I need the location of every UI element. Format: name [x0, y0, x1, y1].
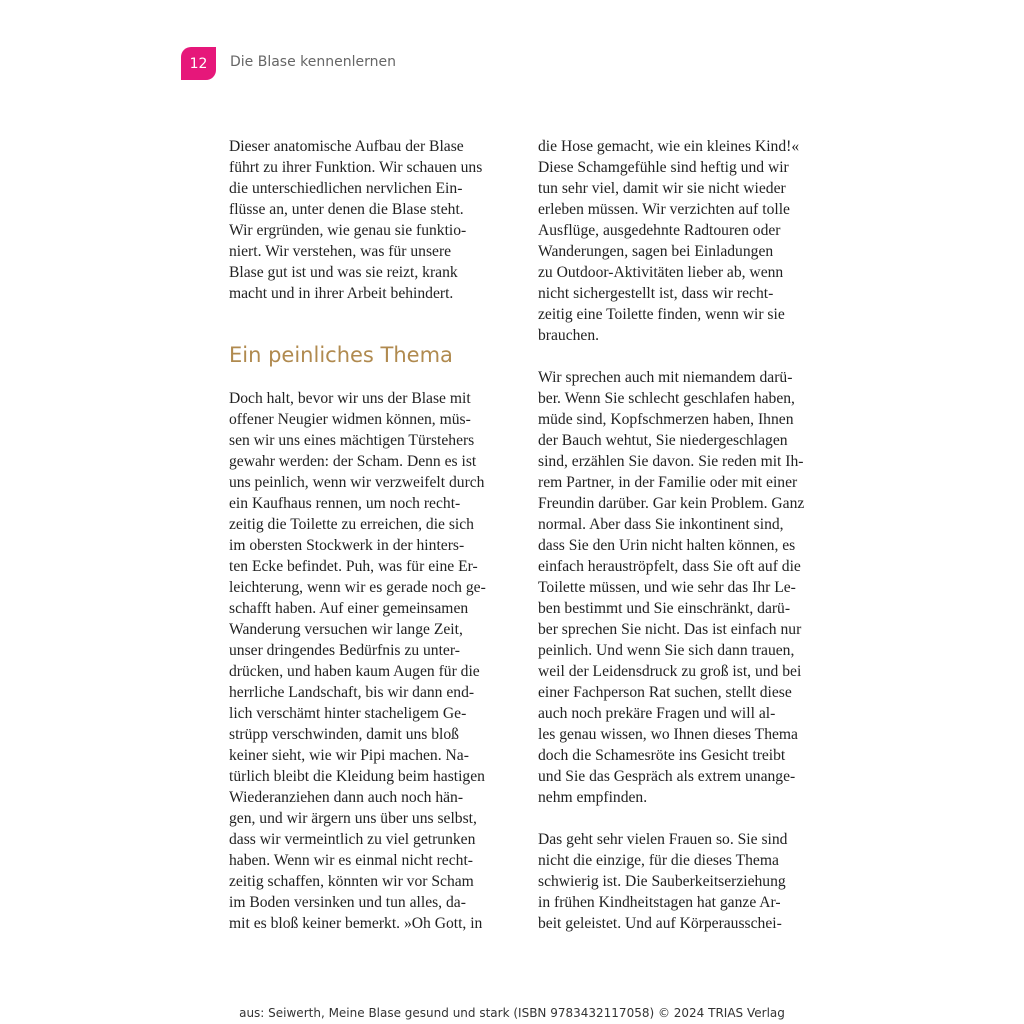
text-line: Blase gut ist und was sie reizt, krank — [229, 264, 458, 281]
intro-paragraph — [229, 136, 511, 304]
left-column — [229, 136, 511, 934]
text-line: schwierig ist. Die Sauberkeitserziehung — [538, 873, 786, 890]
text-line: flüsse an, unter denen die Blase steht. — [229, 201, 464, 218]
text-line: die unterschiedlichen nervlichen Ein- — [229, 180, 463, 197]
text-line: sen wir uns eines mächtigen Türstehers — [229, 432, 475, 449]
text-line: weil der Leidensdruck zu groß ist, und bei — [538, 663, 802, 680]
text-line: auch noch prekäre Fragen und will al- — [538, 705, 776, 722]
text-line: uns peinlich, wenn wir verzweifelt durch — [229, 474, 485, 491]
text-line: ber. Wenn Sie schlecht geschlafen haben, — [538, 390, 795, 407]
paragraph-1 — [538, 136, 820, 346]
text-line: nicht sichergestellt ist, dass wir recht- — [538, 285, 774, 302]
text-line: gewahr werden: der Scham. Denn es ist — [229, 453, 477, 470]
text-line: mit es bloß keiner bemerkt. »Oh Gott, in — [229, 915, 483, 932]
text-line: erleben müssen. Wir verzichten auf tolle — [538, 201, 790, 218]
text-line: Toilette müssen, und wie sehr das Ihr Le- — [538, 579, 796, 596]
page-number: 12 — [189, 55, 208, 72]
text-line: einfach herauströpfelt, dass Sie oft auf die — [538, 558, 801, 575]
right-column — [538, 136, 820, 934]
text-line: Doch halt, bevor wir uns der Blase mit — [229, 390, 471, 407]
text-line: im obersten Stockwerk in der hinters- — [229, 537, 465, 554]
text-line: nehm empfinden. — [538, 789, 648, 806]
text-line: zeitig eine Toilette finden, wenn wir sie — [538, 306, 785, 323]
page-number-badge — [181, 47, 216, 80]
text-line: führt zu ihrer Funktion. Wir schauen uns — [229, 159, 483, 176]
text-line: einer Fachperson Rat suchen, stellt diese — [538, 684, 792, 701]
text-line: gen, und wir ärgern uns über uns selbst, — [229, 810, 477, 827]
text-line: keiner sieht, wie wir Pipi machen. Na- — [229, 747, 469, 764]
text-line: leichterung, wenn wir es gerade noch ge- — [229, 579, 486, 596]
text-line: beit geleistet. Und auf Körperausschei- — [538, 915, 782, 932]
text-line: Wiederanziehen dann auch noch hän- — [229, 789, 464, 806]
text-line: in frühen Kindheitstagen hat ganze Ar- — [538, 894, 781, 911]
text-line: im Boden versinken und tun alles, da- — [229, 894, 466, 911]
text-line: doch die Schamesröte ins Gesicht treibt — [538, 747, 786, 764]
text-line: Wanderung versuchen wir lange Zeit, — [229, 621, 463, 638]
text-line: haben. Wenn wir es einmal nicht recht- — [229, 852, 473, 869]
text-line: nicht die einzige, für die dieses Thema — [538, 852, 779, 869]
text-line: drücken, und haben kaum Augen für die — [229, 663, 480, 680]
text-line: brauchen. — [538, 327, 600, 344]
paragraph-2 — [538, 367, 820, 808]
text-line: schafft haben. Auf einer gemeinsamen — [229, 600, 469, 617]
text-line: müde sind, Kopfschmerzen haben, Ihnen — [538, 411, 794, 428]
text-line: türlich bleibt die Kleidung beim hastigen — [229, 768, 485, 785]
text-line: strüpp verschwinden, damit uns bloß — [229, 726, 459, 743]
text-line: peinlich. Und wenn Sie sich dann trauen, — [538, 642, 795, 659]
text-line: dass Sie den Urin nicht halten können, es — [538, 537, 796, 554]
text-line: les genau wissen, wo Ihnen dieses Thema — [538, 726, 798, 743]
text-line: niert. Wir verstehen, was für unsere — [229, 243, 452, 260]
text-line: dass wir vermeintlich zu viel getrunken — [229, 831, 476, 848]
text-line: normal. Aber dass Sie inkontinent sind, — [538, 516, 784, 533]
text-line: und Sie das Gespräch als extrem unange- — [538, 768, 796, 785]
text-line: ben bestimmt und Sie einschränkt, darü- — [538, 600, 791, 617]
text-line: Wir sprechen auch mit niemandem darü- — [538, 369, 793, 386]
text-line: lich verschämt hinter stacheligem Ge- — [229, 705, 467, 722]
text-line: zeitig schaffen, könnten wir vor Scham — [229, 873, 474, 890]
text-line: offener Neugier widmen können, müs- — [229, 411, 471, 428]
text-line: Ausflüge, ausgedehnte Radtouren oder — [538, 222, 781, 239]
text-line: herrliche Landschaft, bis wir dann end- — [229, 684, 475, 701]
text-line: der Bauch wehtut, Sie niedergeschlagen — [538, 432, 788, 449]
text-line: Diese Schamgefühle sind heftig und wir — [538, 159, 789, 176]
text-line: sind, erzählen Sie davon. Sie reden mit Ih- — [538, 453, 804, 470]
body-paragraph — [229, 388, 511, 934]
text-line: ten Ecke befindet. Puh, was für eine Er- — [229, 558, 478, 575]
text-line: Wir ergründen, wie genau sie funktio- — [229, 222, 467, 239]
text-line: rem Partner, in der Familie oder mit einer — [538, 474, 798, 491]
section-heading: Ein peinliches Thema — [229, 343, 453, 367]
running-head: Die Blase kennenlernen — [230, 54, 396, 70]
text-line: Das geht sehr vielen Frauen so. Sie sind — [538, 831, 788, 848]
text-line: macht und in ihrer Arbeit behindert. — [229, 285, 454, 302]
text-line: tun sehr viel, damit wir sie nicht wieder — [538, 180, 786, 197]
text-line: unser dringendes Bedürfnis zu unter- — [229, 642, 460, 659]
text-line: die Hose gemacht, wie ein kleines Kind!« — [538, 138, 800, 155]
footer-source: aus: Seiwerth, Meine Blase gesund und stark (ISBN 9783432117058) © 2024 TRIAS Verlag — [239, 1006, 785, 1020]
text-line: ein Kaufhaus rennen, um noch recht- — [229, 495, 461, 512]
text-line: zeitig die Toilette zu erreichen, die sich — [229, 516, 474, 533]
text-line: ber sprechen Sie nicht. Das ist einfach nur — [538, 621, 802, 638]
text-line: zu Outdoor-Aktivitäten lieber ab, wenn — [538, 264, 784, 281]
text-line: Freundin darüber. Gar kein Problem. Ganz — [538, 495, 805, 512]
paragraph-3 — [538, 829, 820, 934]
text-line: Wanderungen, sagen bei Einladungen — [538, 243, 774, 260]
text-line: Dieser anatomische Aufbau der Blase — [229, 138, 464, 155]
